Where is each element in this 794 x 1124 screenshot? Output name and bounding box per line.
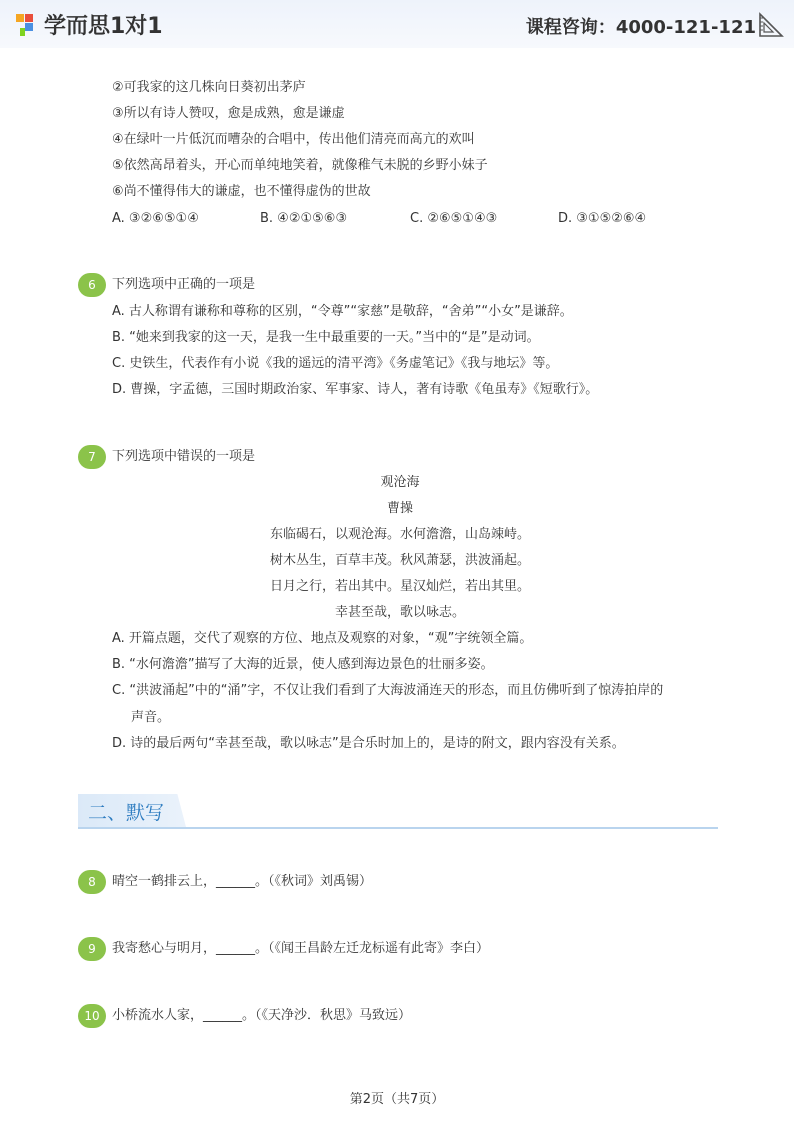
consult-label: 课程咨询： <box>525 17 616 38</box>
q5-option-d[interactable]: D. ③①⑤②⑥④ <box>558 211 647 226</box>
question-number-badge: 7 <box>78 445 106 469</box>
brand-name: 学而思1对1 <box>44 13 163 39</box>
q7-stem: 下列选项中错误的一项是 <box>112 449 256 464</box>
consult-phone: 4000-121-121 <box>615 17 756 38</box>
poem-author: 曹操 <box>386 501 413 516</box>
poem-line-4: 幸甚至哉，歌以咏志。 <box>334 605 465 620</box>
q5-line-4: ④在绿叶一片低沉而嘈杂的合唱中，传出他们清亮而高亢的欢叫 <box>112 132 475 147</box>
poem-line-3: 日月之行，若出其中。星汉灿烂，若出其里。 <box>269 579 530 594</box>
q5-option-a[interactable]: A. ③②⑥⑤①④ <box>112 211 199 226</box>
question-number-badge: 6 <box>78 273 106 297</box>
q7-option-b[interactable]: B. “水何澹澹”描写了大海的近景，使人感到海边景色的壮丽多姿。 <box>112 657 494 672</box>
q7-option-d[interactable]: D. 诗的最后两句“幸甚至哉，歌以咏志”是合乐时加上的，是诗的附文，跟内容没有关系。 <box>112 736 625 751</box>
poem-title: 观沧海 <box>380 475 420 490</box>
q6-option-a[interactable]: A. 古人称谓有谦称和尊称的区别，“令尊”“家慈”是敬辞，“舍弟”“小女”是谦辞。 <box>112 304 573 319</box>
q7-option-a[interactable]: A. 开篇点题，交代了观察的方位、地点及观察的对象，“观”字统领全篇。 <box>112 631 533 646</box>
q9-text: 我寄愁心与明月，______。（《闻王昌龄左迁龙标遥有此寄》李白） <box>112 941 490 956</box>
question-number-badge: 8 <box>78 870 106 894</box>
q5-option-c[interactable]: C. ②⑥⑤①④③ <box>410 211 498 226</box>
ruler-triangle-icon <box>758 12 784 38</box>
section-title: 二、默写 <box>88 802 165 824</box>
q8-text: 晴空一鹤排云上，______。（《秋词》刘禹锡） <box>112 874 373 889</box>
q6-option-d[interactable]: D. 曹操，字孟德，三国时期政治家、军事家、诗人，著有诗歌《龟虽寿》《短歌行》。 <box>112 382 599 397</box>
section-header <box>78 794 718 830</box>
poem-line-2: 树木丛生，百草丰茂。秋风萧瑟，洪波涌起。 <box>269 553 530 568</box>
q5-line-2: ②可我家的这几株向日葵初出茅庐 <box>112 80 306 95</box>
q10-text: 小桥流水人家，______。（《天净沙．秋思》马致远） <box>112 1008 412 1023</box>
page-header <box>0 0 794 48</box>
q5-line-5: ⑤依然高昂着头，开心而单纯地笑着，就像稚气未脱的乡野小妹子 <box>112 158 488 173</box>
question-number-badge: 9 <box>78 937 106 961</box>
q6-option-b[interactable]: B. “她来到我家的这一天，是我一生中最重要的一天。”当中的“是”是动词。 <box>112 330 540 345</box>
q5-line-3: ③所以有诗人赞叹，愈是成熟，愈是谦虚 <box>112 106 345 121</box>
question-number-badge: 10 <box>78 1004 106 1028</box>
q6-option-c[interactable]: C. 史铁生，代表作有小说《我的遥远的清平湾》《务虚笔记》《我与地坛》等。 <box>112 356 559 371</box>
q7-option-c[interactable]: C. “洪波涌起”中的“涌”字，不仅让我们看到了大海波涌连天的形态，而且仿佛听到了惊涛拍岸的 <box>112 683 664 698</box>
brand-logo <box>14 8 163 40</box>
q5-option-b[interactable]: B. ④②①⑤⑥③ <box>260 211 348 226</box>
brand-logo-icon <box>14 10 40 38</box>
q6-stem: 下列选项中正确的一项是 <box>112 277 256 292</box>
section-divider <box>78 827 718 829</box>
q5-line-6: ⑥尚不懂得伟大的谦虚，也不懂得虚伪的世故 <box>112 184 371 199</box>
poem-line-1: 东临碣石，以观沧海。水何澹澹，山岛竦峙。 <box>269 527 530 542</box>
q7-option-c-continued: 声音。 <box>131 710 171 725</box>
page-number: 第2页（共7页） <box>349 1092 445 1107</box>
consult-info <box>526 13 756 39</box>
